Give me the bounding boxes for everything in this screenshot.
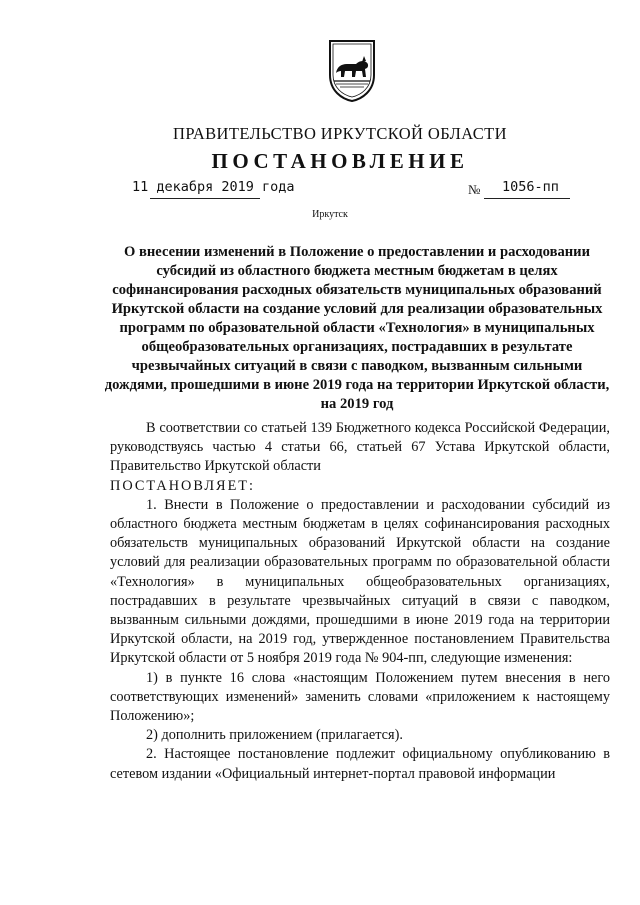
number-sign: № — [468, 182, 481, 197]
date-underline — [150, 198, 260, 199]
document-title: О внесении изменений в Положение о предоставлении и расходовании субсидий из областного бюджета местным бюджетам в целях софинансирования расходных обязательств муниципальных образований Иркутской области на создание условий для реализации образовательных программ по образовательной области «Технология» в муниципальных общеобразовательных организациях, пострадавших в результате чрезвычайных ситуаций в связи с паводком, вызванным сильными дождями, прошедшими в июне 2019 года на территории Иркутской области, на 2019 год — [104, 244, 610, 412]
intro-paragraph: В соответствии со статьей 139 Бюджетного кодекса Российской Федерации, руководствуясь частью 4 статьи 66, статьей 67 Устава Иркутской области, Правительство Иркутской области — [110, 420, 610, 475]
document-type: ПОСТАНОВЛЕНИЕ — [211, 149, 469, 173]
item-1-paragraph: 1. Внести в Положение о предоставлении и расходовании субсидий из областного бюджета местным бюджетам в целях софинансирования расходных обязательств муниципальных образований Иркутской области на создание условий для реализации образовательных программ по образовательной области «Технология» в муниципальных общеобразовательных организациях, пострадавших в результате чрезвычайных ситуаций в связи с паводком, вызванным сильными дождями, прошедшими в июне 2019 года на территории Иркутской области, на 2019 год, утвержденное постановлением Правительства Иркутской области от 5 ноября 2019 года № 904-пп, следующие изменения: — [110, 496, 610, 667]
document-number: 1056-пп — [502, 179, 559, 195]
city-name: Иркутск — [312, 209, 348, 220]
item-1-2-paragraph: 2) дополнить приложением (прилагается). — [146, 727, 403, 744]
resolves-heading: ПОСТАНОВЛЯЕТ: — [110, 477, 256, 494]
item-1-1-paragraph: 1) в пункте 16 слова «настоящим Положением путем внесения в него соответствующих изменений» заменить словами «приложением к настоящему Положению»; — [110, 669, 610, 725]
item-2-paragraph: 2. Настоящее постановление подлежит официальному опубликованию в сетевом издании «Официальный интернет-портал правовой информации — [110, 746, 610, 782]
organization-name: ПРАВИТЕЛЬСТВО ИРКУТСКОЙ ОБЛАСТИ — [173, 124, 507, 143]
coat-of-arms-emblem — [326, 37, 378, 103]
number-underline — [484, 198, 570, 199]
document-date: 11 декабря 2019 года — [132, 179, 295, 195]
document-body — [110, 419, 610, 784]
